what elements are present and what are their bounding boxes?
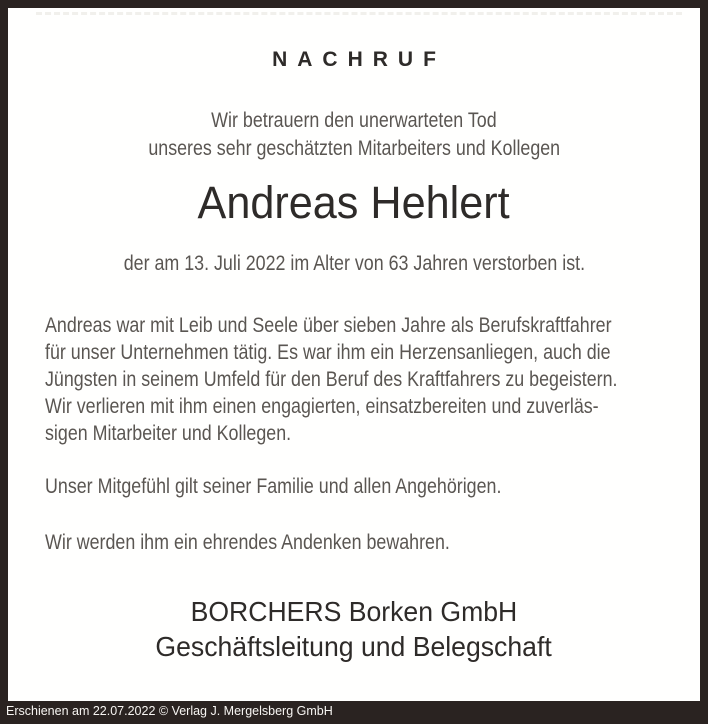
company-name-line: BORCHERS Borken GmbH: [190, 596, 518, 627]
deceased-name: Andreas Hehlert: [197, 177, 511, 228]
body-line-1: Andreas war mit Leib und Seele über sieben Jahre als Berufskraftfahrer: [45, 314, 612, 337]
footer-bar: [0, 701, 708, 724]
body-line-4: Wir verlieren mit ihm einen engagierten, einsatzbereiten und zuverläs-: [45, 395, 599, 418]
body-paragraph: [45, 312, 685, 447]
intro-line-2: unseres sehr geschätzten Mitarbeiters und Kollegen: [148, 137, 560, 160]
obituary-card: [8, 8, 700, 701]
signature-block: [8, 594, 700, 664]
signatories-line: Geschäftsleitung und Belegschaft: [155, 631, 553, 662]
intro-line-1: Wir betrauern den unerwarteten Tod: [211, 109, 497, 132]
body-line-2: für unser Unternehmen tätig. Es war ihm ein Herzensanliegen, auch die: [45, 341, 611, 364]
kicker-text: NACHRUF: [272, 48, 446, 71]
death-date-line: der am 13. Juli 2022 im Alter von 63 Jahren verstorben ist.: [123, 252, 585, 275]
remembrance-line: Wir werden ihm ein ehrendes Andenken bewahren.: [45, 531, 450, 554]
body-line-3: Jüngsten in seinem Umfeld für den Beruf des Kraftfahrers zu begeistern.: [45, 368, 618, 391]
body-line-5: sigen Mitarbeiter und Kollegen.: [45, 422, 292, 445]
publication-note: Erschienen am 22.07.2022 © Verlag J. Mergelsberg GmbH: [6, 704, 333, 718]
intro-text: [8, 107, 700, 163]
condolence-line: Unser Mitgefühl gilt seiner Familie und allen Angehörigen.: [45, 475, 502, 498]
kicker-title: [8, 48, 700, 72]
